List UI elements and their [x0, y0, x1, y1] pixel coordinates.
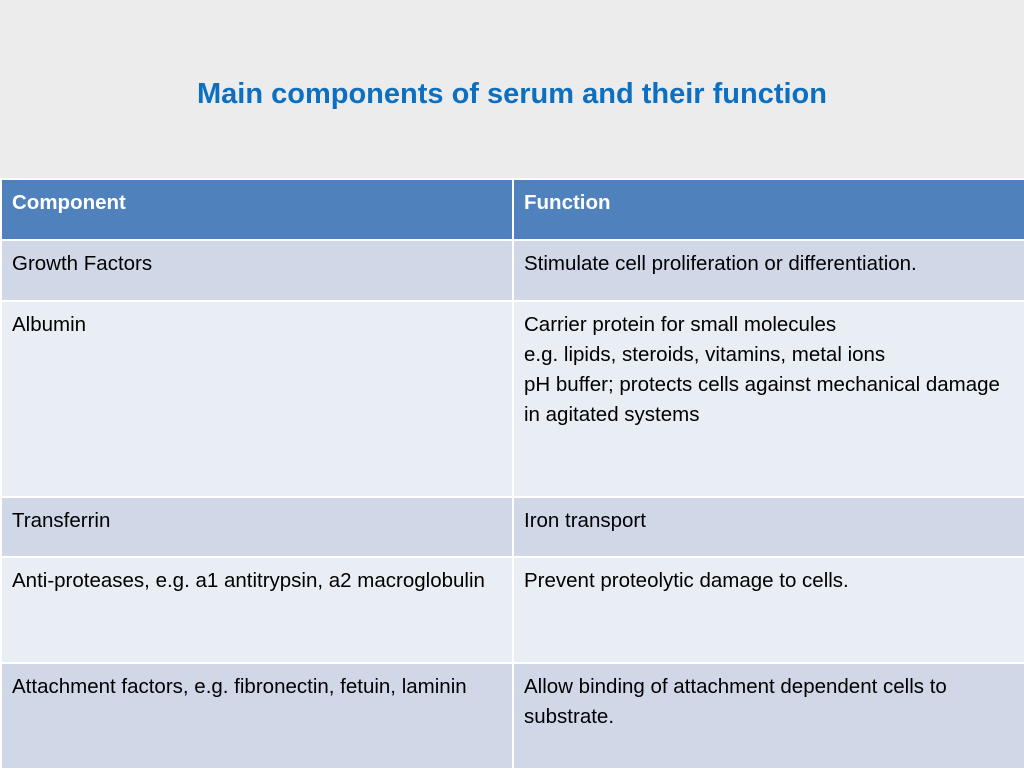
function-line: Iron transport [524, 509, 646, 532]
table-row [1, 663, 1024, 769]
function-line: Stimulate cell proliferation or differentiation. [524, 252, 917, 275]
cell-function [513, 240, 1024, 301]
function-line: e.g. lipids, steroids, vitamins, metal ions [524, 343, 886, 366]
header-component: Component [1, 179, 513, 240]
cell-function [513, 497, 1024, 557]
table-row [1, 240, 1024, 301]
cell-component: Attachment factors, e.g. fibronectin, fetuin, laminin [1, 663, 513, 769]
header-function: Function [513, 179, 1024, 240]
cell-function [513, 557, 1024, 663]
serum-components-table [0, 178, 1024, 770]
function-line: Prevent proteolytic damage to cells. [524, 569, 849, 592]
function-line: Carrier protein for small molecules [524, 313, 837, 336]
slide-title: Main components of serum and their function [197, 78, 827, 110]
cell-function [513, 301, 1024, 497]
function-line: pH buffer; protects cells against mechanical damage in agitated systems [524, 373, 1000, 426]
cell-component: Transferrin [1, 497, 513, 557]
table-row [1, 557, 1024, 663]
table-header-row [1, 179, 1024, 240]
cell-component: Albumin [1, 301, 513, 497]
cell-component: Anti-proteases, e.g. a1 antitrypsin, a2 macroglobulin [1, 557, 513, 663]
table-row [1, 497, 1024, 557]
function-line: Allow binding of attachment dependent cells to substrate. [524, 675, 947, 728]
cell-function [513, 663, 1024, 769]
cell-component: Growth Factors [1, 240, 513, 301]
table-row [1, 301, 1024, 497]
